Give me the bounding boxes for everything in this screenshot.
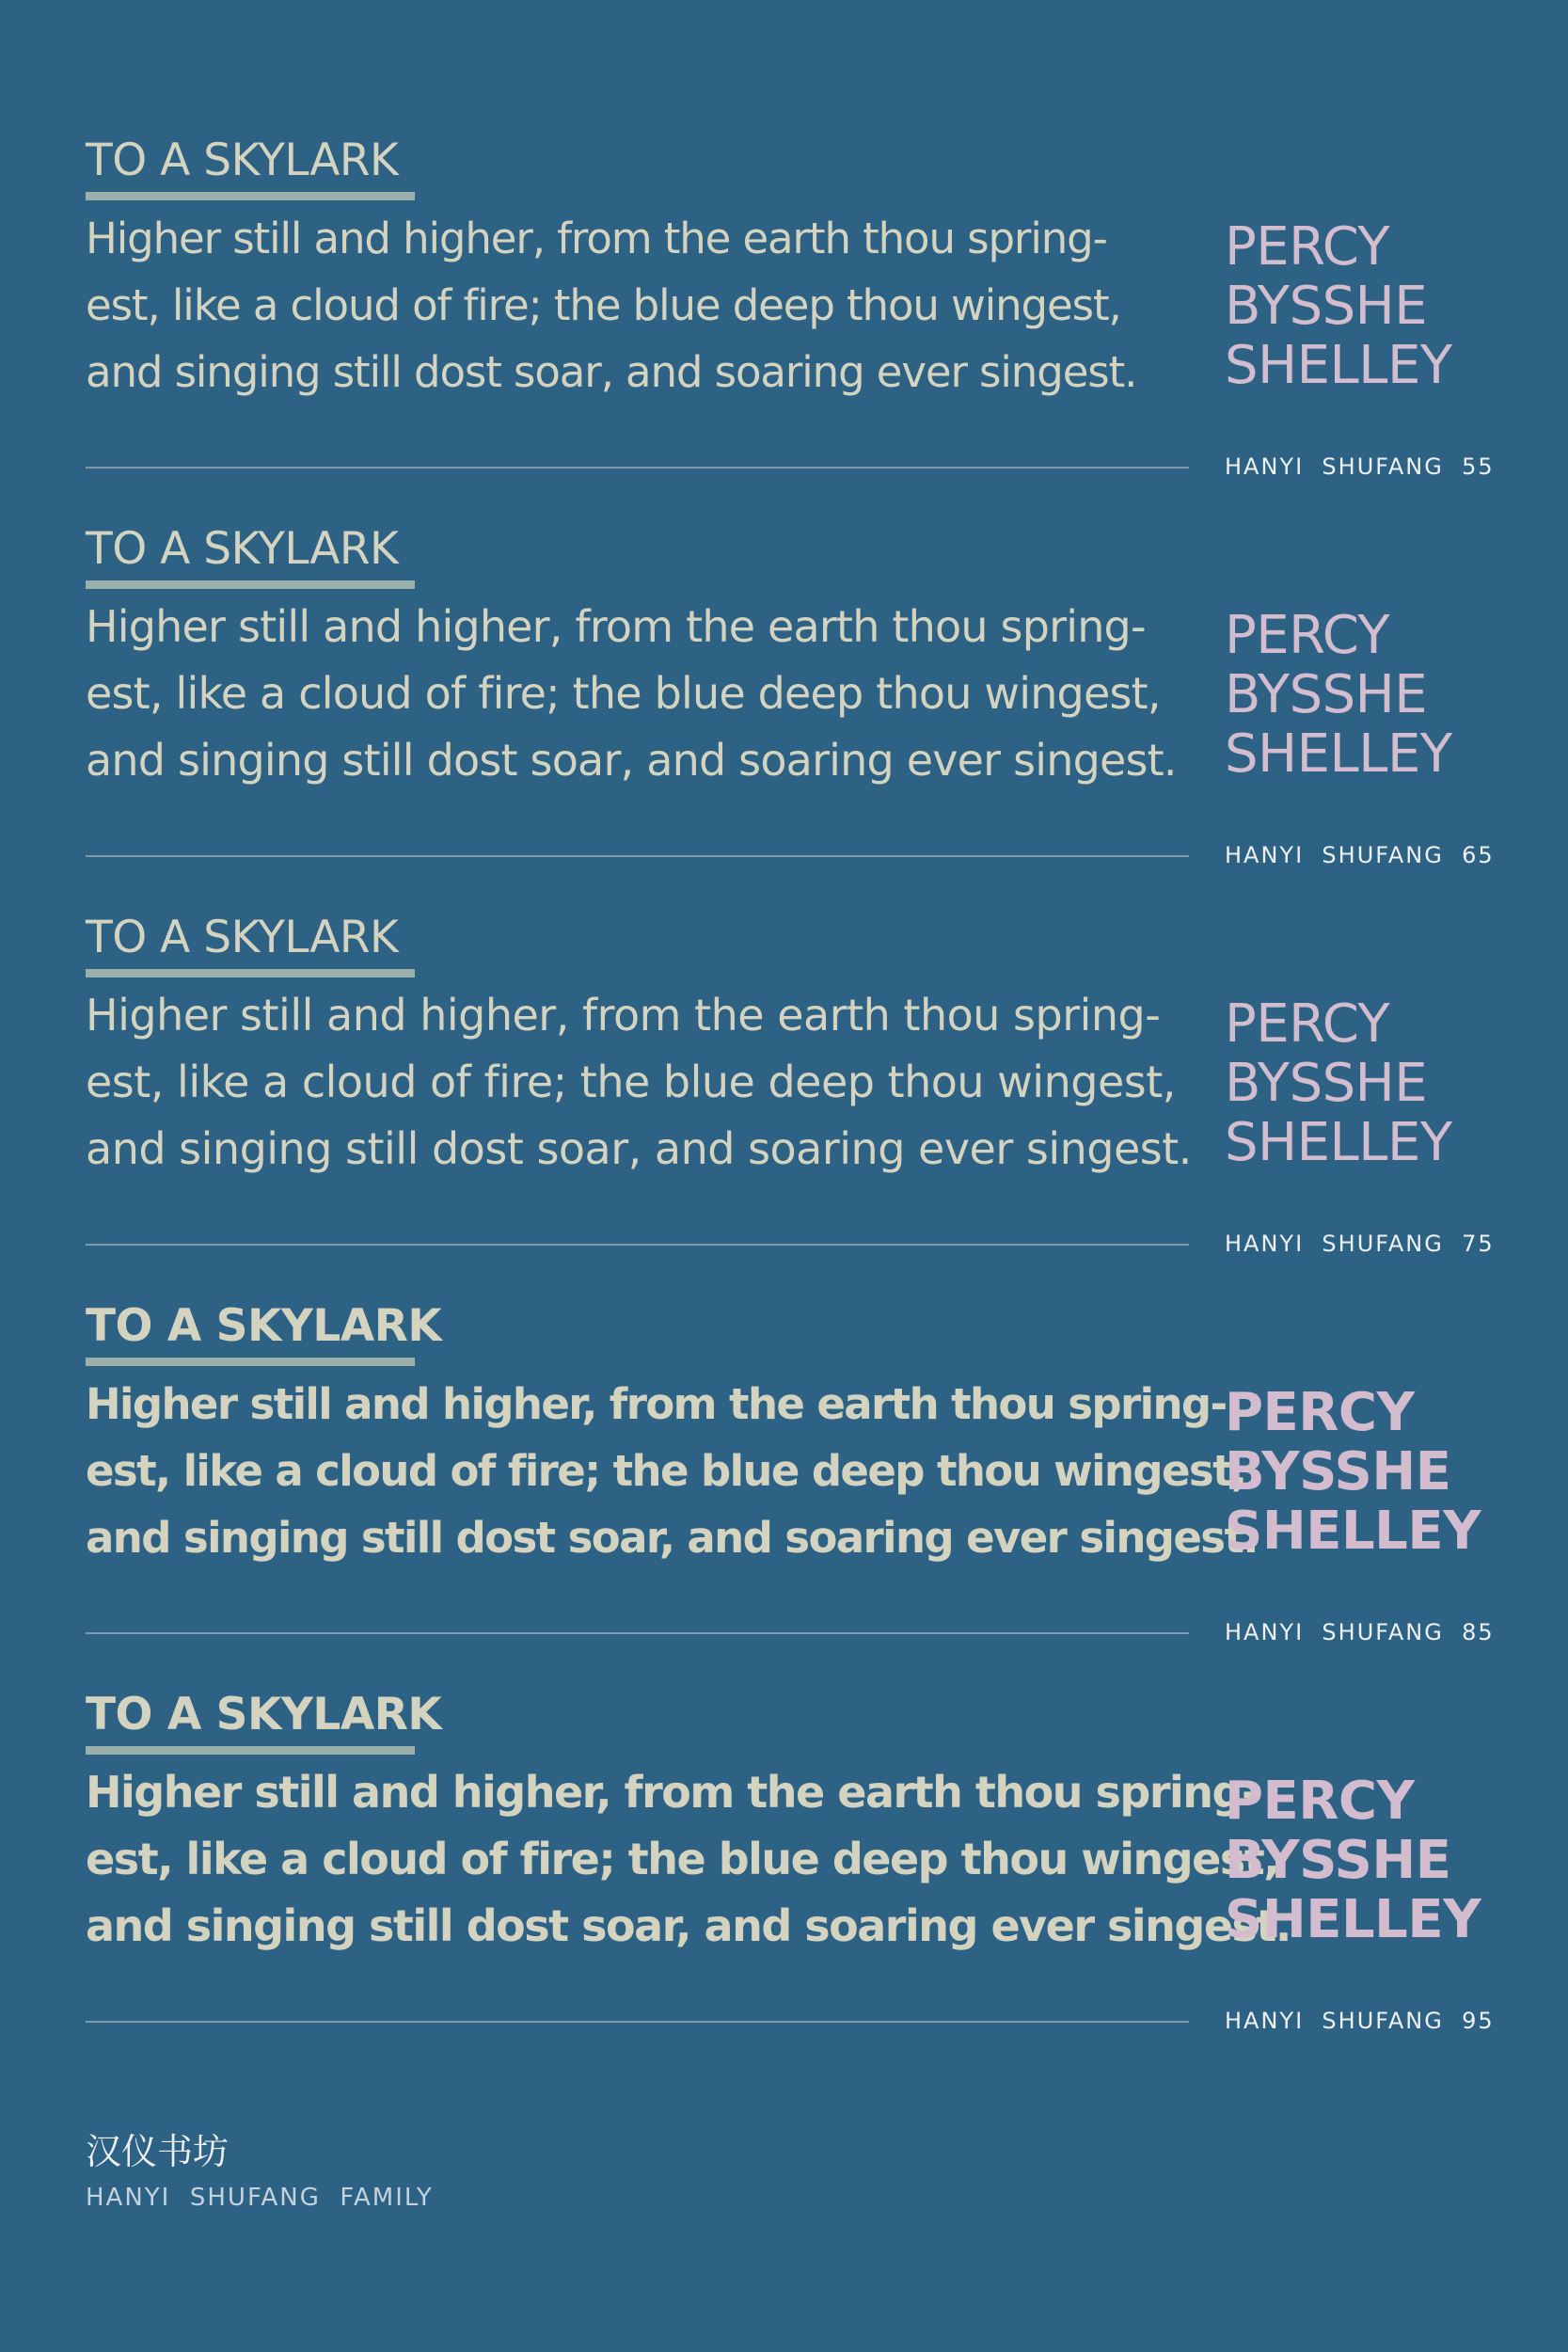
author-name-line: SHELLEY <box>1225 723 1452 785</box>
author-name <box>1225 217 1452 395</box>
poem-title: TO A SKYLARK <box>86 912 399 963</box>
author-name <box>1225 1383 1481 1561</box>
verse-line: and singing still dost soar, and soaring ever singest. <box>86 1123 1192 1174</box>
verse-line: and singing still dost soar, and soaring ever singest. <box>86 347 1137 397</box>
poem-title: TO A SKYLARK <box>86 523 399 575</box>
verse-line: Higher still and higher, from the earth thou spring- <box>86 1767 1259 1818</box>
verse-line: est, like a cloud of fire; the blue deep thou wingest, <box>86 1834 1279 1884</box>
author-name-line: PERCY <box>1225 216 1390 278</box>
section-divider <box>86 1632 1189 1634</box>
verse-line: Higher still and higher, from the earth thou spring- <box>86 214 1107 263</box>
verse-line: Higher still and higher, from the earth thou spring- <box>86 990 1161 1041</box>
author-name <box>1225 606 1452 784</box>
poem-title: TO A SKYLARK <box>86 1689 442 1740</box>
section-divider <box>86 855 1189 857</box>
poem-verse <box>86 205 1214 405</box>
title-underline <box>86 192 415 200</box>
author-name <box>1225 994 1452 1172</box>
author-name-line: BYSSHE <box>1225 276 1428 337</box>
title-underline <box>86 1746 415 1755</box>
author-name-line: SHELLEY <box>1225 1501 1481 1562</box>
font-family-chinese-name: 汉仪书坊 <box>86 2131 230 2172</box>
font-family-label: HANYI SHUFANG FAMILY <box>86 2184 434 2212</box>
font-weight-label: HANYI SHUFANG 95 <box>1225 2008 1495 2034</box>
poem-verse <box>86 1371 1258 1571</box>
poem-verse <box>86 1759 1291 1960</box>
verse-line: est, like a cloud of fire; the blue deep thou wingest, <box>86 1446 1246 1496</box>
author-name-line: PERCY <box>1225 993 1390 1055</box>
specimen-section-95 <box>86 1644 1497 2033</box>
font-weight-label: HANYI SHUFANG 75 <box>1225 1231 1495 1257</box>
verse-line: est, like a cloud of fire; the blue deep thou wingest, <box>86 668 1161 719</box>
author-name-line: BYSSHE <box>1225 1830 1451 1891</box>
verse-line: and singing still dost soar, and soaring ever singest. <box>86 735 1177 786</box>
poem-verse <box>86 594 1214 794</box>
font-weight-label: HANYI SHUFANG 55 <box>1225 453 1495 480</box>
author-name <box>1225 1772 1481 1949</box>
verse-line: Higher still and higher, from the earth thou spring- <box>86 601 1146 652</box>
poem-title: TO A SKYLARK <box>86 135 399 186</box>
verse-line: and singing still dost soar, and soaring ever singest. <box>86 1900 1291 1951</box>
title-underline <box>86 969 415 977</box>
author-name-line: PERCY <box>1225 605 1390 666</box>
author-name-line: BYSSHE <box>1225 664 1428 725</box>
author-name-line: PERCY <box>1225 1382 1415 1443</box>
author-name-line: SHELLEY <box>1225 1889 1481 1950</box>
verse-line: and singing still dost soar, and soaring ever singest. <box>86 1513 1258 1563</box>
section-divider <box>86 467 1189 469</box>
specimen-section-85 <box>86 1255 1497 1645</box>
author-name-line: BYSSHE <box>1225 1441 1451 1502</box>
specimen-section-65 <box>86 478 1497 867</box>
specimen-section-55 <box>86 89 1497 479</box>
title-underline <box>86 580 415 589</box>
author-name-line: SHELLEY <box>1225 1112 1452 1173</box>
font-weight-label: HANYI SHUFANG 65 <box>1225 842 1495 868</box>
verse-line: est, like a cloud of fire; the blue deep thou wingest, <box>86 1057 1176 1107</box>
font-weight-label: HANYI SHUFANG 85 <box>1225 1619 1495 1645</box>
section-divider <box>86 1244 1189 1246</box>
verse-line: est, like a cloud of fire; the blue deep thou wingest, <box>86 280 1121 330</box>
verse-line: Higher still and higher, from the earth thou spring- <box>86 1379 1227 1429</box>
specimen-section-75 <box>86 866 1497 1256</box>
author-name-line: PERCY <box>1225 1771 1415 1832</box>
title-underline <box>86 1358 415 1366</box>
author-name-line: BYSSHE <box>1225 1053 1428 1114</box>
poem-title: TO A SKYLARK <box>86 1300 442 1352</box>
author-name-line: SHELLEY <box>1225 335 1452 396</box>
section-divider <box>86 2021 1189 2023</box>
poem-verse <box>86 982 1214 1183</box>
